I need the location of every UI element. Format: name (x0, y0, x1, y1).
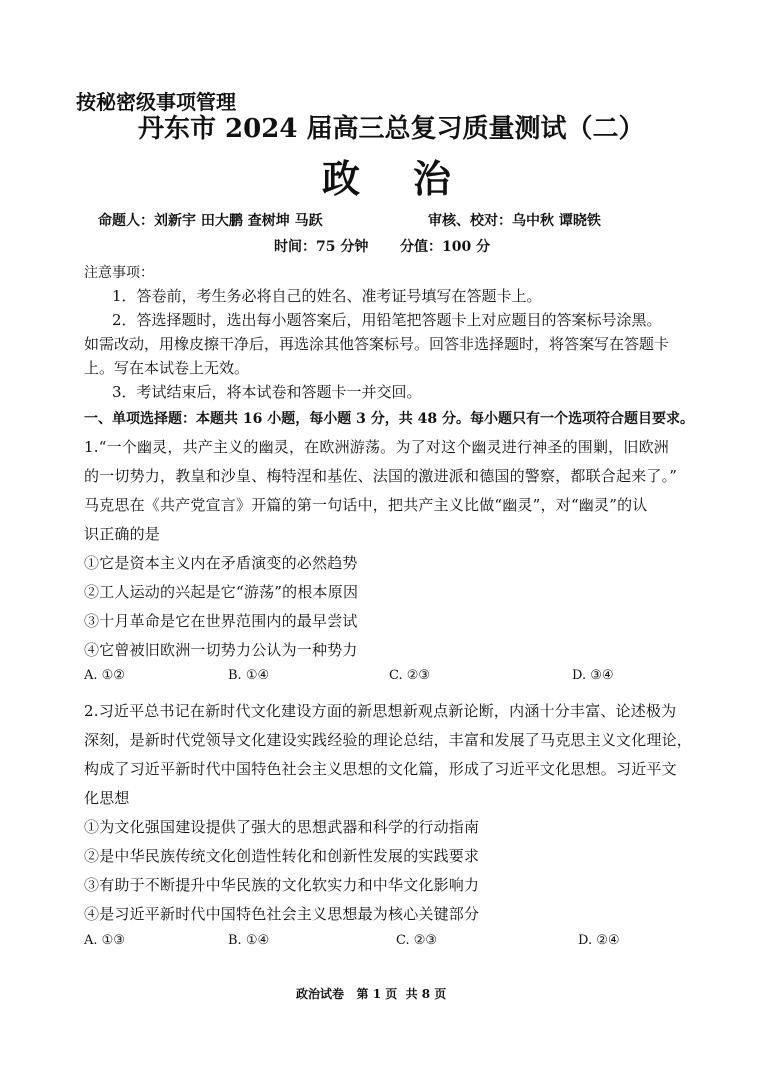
notice-title: 注意事项： (84, 265, 154, 281)
q2-statement-3: ③有助于不断提升中华民族的文化软实力和中华文化影响力 (84, 876, 480, 894)
q2-option-c: C. ②③ (396, 933, 438, 948)
q1-stem-line-3: 马克思在《共产党宣言》开篇的第一句话中，把共产主义比做“幽灵”，对“幽灵”的认 (84, 496, 648, 514)
q1-statement-3: ③十月革命是它在世界范围内的最早尝试 (84, 612, 358, 630)
page-footer: 政治试卷 第 1 页 共 8 页 (296, 987, 447, 1001)
q1-statement-2: ②工人运动的兴起是它“游荡”的根本原因 (84, 583, 359, 601)
time-label: 时间：75 分钟 (274, 239, 369, 255)
q1-option-c: C. ②③ (389, 668, 431, 683)
q1-option-d: D. ③④ (572, 668, 614, 683)
q1-stem-line-1: 1.“一个幽灵，共产主义的幽灵，在欧洲游荡。为了对这个幽灵进行神圣的围剿，旧欧洲 (84, 438, 669, 456)
q1-option-a: A. ①② (84, 668, 125, 683)
q2-stem-line-1: 2.习近平总书记在新时代文化建设方面的新思想新观点新论断，内涵十分丰富、论述极为 (84, 702, 677, 720)
notice-item-2-line-3: 上。写在本试卷上无效。 (84, 359, 250, 377)
q1-statement-4: ④它曾被旧欧洲一切势力公认为一种势力 (84, 641, 358, 659)
q2-statement-4: ④是习近平新时代中国特色社会主义思想最为核心关键部分 (84, 905, 480, 923)
reviewers-line: 审核、校对：乌中秋 谭晓铁 (428, 213, 601, 229)
notice-item-1: 1．答卷前，考生务必将自己的姓名、准考证号填写在答题卡上。 (112, 287, 542, 305)
subject-title: 政 治 (322, 156, 451, 201)
authors-line: 命题人：刘新宇 田大鹏 查树坤 马跃 (98, 213, 323, 229)
notice-item-2-line-1: 2．答选择题时，选出每小题答案后，用铅笔把答题卡上对应题目的答案标号涂黑。 (112, 311, 662, 329)
q2-statement-2: ②是中华民族传统文化创造性转化和创新性发展的实践要求 (84, 847, 480, 865)
q2-stem-line-2: 深刻，是新时代党领导文化建设实践经验的理论总结，丰富和发展了马克思主义文化理论， (84, 731, 693, 749)
q2-stem-line-4: 化思想 (84, 789, 130, 807)
q2-option-d: D. ②④ (578, 933, 620, 948)
q1-stem-line-4: 识正确的是 (84, 525, 161, 543)
q2-stem-line-3: 构成了习近平新时代中国特色社会主义思想的文化篇，形成了习近平文化思想。习近平文 (84, 760, 677, 778)
secret-level-label: 按秘密级事项管理 (76, 90, 236, 114)
q1-statement-1: ①它是资本主义内在矛盾演变的必然趋势 (84, 554, 358, 572)
q2-option-a: A. ①③ (84, 933, 125, 948)
q1-stem-line-2: 的一切势力，教皇和沙皇、梅特涅和基佐、法国的激进派和德国的警察，都联合起来了。” (84, 467, 678, 485)
q1-option-b: B. ①④ (228, 668, 270, 683)
notice-item-3: 3．考试结束后，将本试卷和答题卡一并交回。 (112, 383, 422, 401)
q2-statement-1: ①为文化强国建设提供了强大的思想武器和科学的行动指南 (84, 818, 480, 836)
score-label: 分值：100 分 (400, 239, 491, 255)
section-title: 一、单项选择题：本题共 16 小题，每小题 3 分，共 48 分。每小题只有一个选项符合题目要求。 (84, 411, 694, 427)
notice-item-2-line-2: 如需改动，用橡皮擦干净后，再选涂其他答案标号。回答非选择题时，将答案写在答题卡 (84, 335, 670, 353)
q2-option-b: B. ①④ (228, 933, 270, 948)
exam-title: 丹东市 2024 届高三总复习质量测试（二） (138, 114, 645, 144)
